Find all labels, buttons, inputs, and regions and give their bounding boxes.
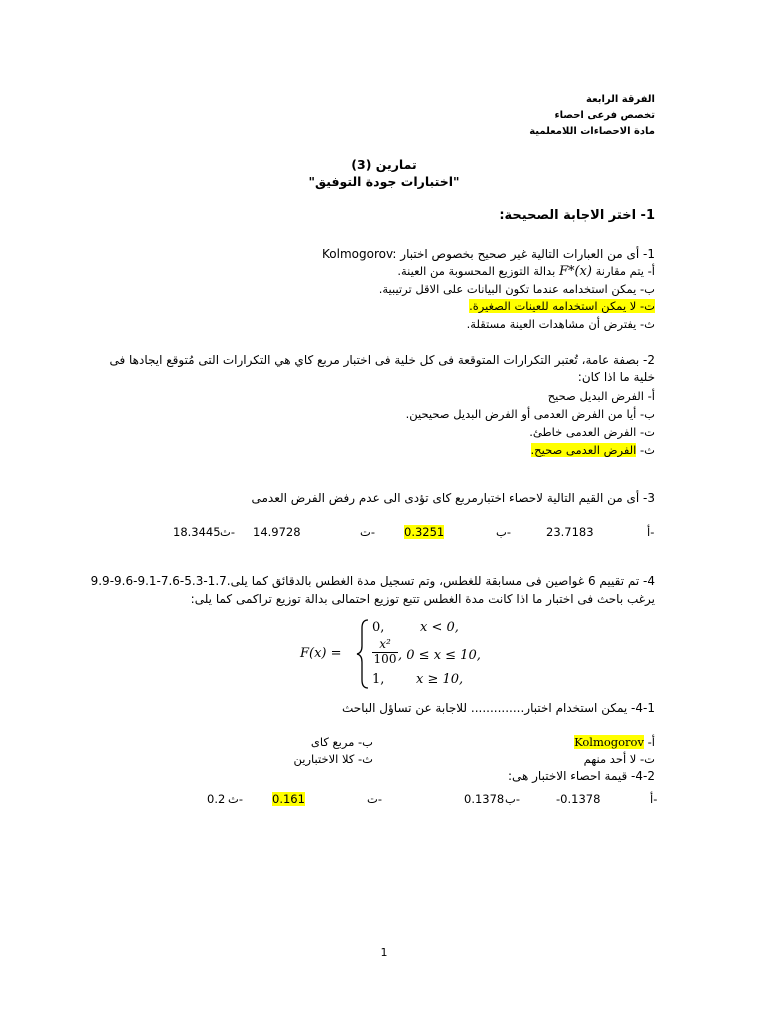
left-brace-icon [356,618,370,690]
doc-title: تمارين (3) [351,157,417,172]
q1-option-a-after: بدالة التوزيع المحسوبة من العينة. [397,264,556,278]
q3-value-d: 18.3445 [173,525,221,539]
cdf-formula [300,618,500,690]
q3-value-a: 23.7183 [546,525,594,539]
q4-stem-line2: يرغب باحث فى اختبار ما اذا كانت مدة الغطس تتبع توزيع احتمالى بدالة توزيع تراكمى كما يلى: [190,592,655,606]
doc-subtitle: "اختبارات جودة التوفيق" [308,174,460,189]
page-number: 1 [380,946,388,959]
section-heading: 1- اختر الاجابة الصحيحة: [499,208,655,223]
q4-2-label-a: أ- [650,792,658,806]
q4-2-value-c: 0.161 [272,792,305,806]
q2-option-b: ب- أيا من الفرض العدمى أو الفرض البديل صحيحين. [405,407,655,421]
q3-label-c: ت- [360,525,375,539]
q2-option-a: أ- الفرض البديل صحيح [547,389,655,403]
formula-case1-condition: x < 0, [420,620,459,635]
q4-2-label-d: ث- [228,792,243,806]
q4-2-label-b: ب- [505,792,520,806]
q4-2-value-d: 0.2 [207,792,226,806]
q1-option-c [469,299,655,313]
q2-option-d-prefix: ث- [640,443,655,457]
q4-1-stem: 4-1- يمكن استخدام اختبار.............. للاجابة عن تساؤل الباحث [342,701,655,715]
q1-option-d: ث- يفترض أن مشاهدات العينة مستقلة. [466,317,655,331]
formula-denominator: 100 [373,652,397,666]
q4-1-option-c: ت- لا أحد منهم [583,752,655,766]
q2-stem-line1: 2- بصفة عامة، تُعتبر التكرارات المتوقعة فى كل خلية فى اختبار مربع كاي هي التكرارات التى مُتوقع ايجادها فى [109,353,655,367]
q1-option-c-highlight: ت- لا يمكن استخدامه للعينات الصغيرة. [469,299,655,313]
q4-stem-line1 [91,574,655,588]
q4-stem-numbers: 9.9-9.6-9.1-7.6-5.3-1.7. [90,574,231,588]
q3-label-a: أ- [647,525,655,539]
q1-option-b: ب- يمكن استخدامه عندما تكون البيانات على الاقل ترتيبية. [378,282,655,296]
q2-option-c: ت- الفرض العدمى خاطئ. [529,425,655,439]
formula-case3-value: 1, [372,672,385,687]
q4-1-option-a [574,735,655,749]
q4-1-option-d: ث- كلا الاختبارين [293,752,373,766]
q4-2-stem: 4-2- قيمة احصاء الاختبار هى: [507,769,655,783]
q1-option-a-before: أ- يتم مقارنة [595,264,655,278]
q1-stem-latin: Kolmogorov: [322,247,397,261]
q4-1-option-a-prefix: أ- [647,735,655,749]
formula-case2-condition: , 0 ≤ x ≤ 10, [398,648,481,663]
q4-1-option-b: ب- مربع كاى [310,735,373,749]
formula-case1-value: 0, [372,620,385,635]
formula-numerator: x² [379,637,391,651]
q2-stem-line2: خلية ما اذا كان: [577,370,655,384]
q2-option-d [531,443,655,457]
q3-value-b: 14.9728 [253,525,301,539]
q3-label-b: ب- [496,525,511,539]
q3-label-d: ث- [220,525,235,539]
q4-2-value-b: 0.1378 [464,792,505,806]
q3-value-c: 0.3251 [404,525,445,539]
q4-stem-text: 4- تم تقييم 6 غواصين فى مسابقة للغطس، وتم تسجيل مدة الغطس بالدقائق كما يلى [230,574,655,588]
q3-stem: 3- أى من القيم التالية لاحصاء اختبارمربع كاى تؤدى الى عدم رفض الفرض العدمى [251,491,655,505]
formula-lhs: F(x) = [300,646,342,661]
q1-option-a [397,264,655,279]
header-course: مادة الاحصاءات اللامعلمية [529,126,655,137]
q2-option-d-highlight: الفرض العدمى صحيح. [530,443,637,457]
header-faculty-year: الفرقة الرابعة [586,94,655,105]
formula-fraction [370,638,400,666]
q1-option-a-math: F*(x) [558,264,592,279]
formula-case3-condition: x ≥ 10, [416,672,464,687]
q4-2-value-a: -0.1378 [556,792,601,806]
q1-stem [322,247,655,261]
header-specialization: تخصص فرعى احصاء [554,110,655,121]
q4-2-label-c: ت- [367,792,382,806]
q1-stem-text: 1- أى من العبارات التالية غير صحيح بخصوص اختبار [400,247,655,261]
q4-1-option-a-highlight: Kolmogorov [574,735,644,749]
